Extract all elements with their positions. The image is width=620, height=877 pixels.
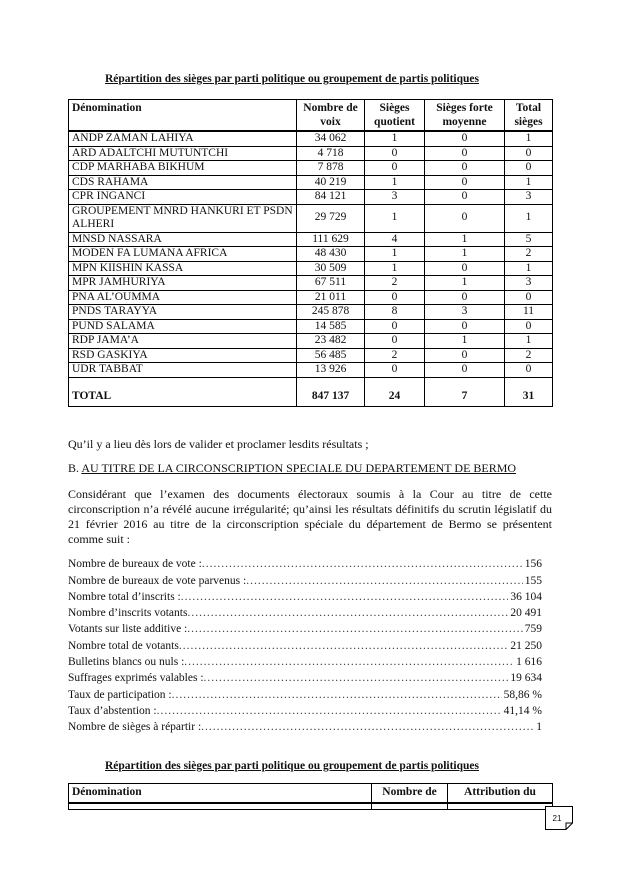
result-item <box>68 668 542 684</box>
party-name: UDR TABBAT <box>69 363 297 378</box>
remainder-cell: 1 <box>425 276 505 291</box>
votes-cell: 21 011 <box>297 290 365 305</box>
section-b-title: AU TITRE DE LA CIRCONSCRIPTION SPECIALE DU DEPARTEMENT DE BERMO <box>81 461 517 475</box>
dot-leader <box>202 558 523 570</box>
votes-cell: 48 430 <box>297 247 365 262</box>
remainder-cell: 0 <box>425 319 505 334</box>
seats-cell: 1 <box>505 131 553 146</box>
quotient-cell: 1 <box>365 131 425 146</box>
party-name: MPR JAMHURIYA <box>69 276 297 291</box>
votes-cell: 29 729 <box>297 204 365 232</box>
table-row <box>69 348 553 363</box>
header-denomination: Dénomination <box>69 100 297 132</box>
remainder-cell: 1 <box>425 232 505 247</box>
party-name: PNA AL’OUMMA <box>69 290 297 305</box>
result-value: 19 634 <box>510 672 542 685</box>
quotient-cell: 8 <box>365 305 425 320</box>
dot-leader <box>246 575 523 587</box>
header-quotient-seats: Sièges quotient <box>365 100 425 132</box>
votes-cell: 67 511 <box>297 276 365 291</box>
result-value: 156 <box>524 558 542 571</box>
page-number: 21 <box>552 814 562 823</box>
votes-cell: 40 219 <box>297 175 365 190</box>
seats-cell: 0 <box>505 161 553 176</box>
table-row <box>69 175 553 190</box>
quotient-cell: 2 <box>365 276 425 291</box>
party-name: ANDP ZAMAN LAHIYA <box>69 131 297 146</box>
remainder-cell: 0 <box>425 161 505 176</box>
header-votes: Nombre de voix <box>297 100 365 132</box>
result-item <box>68 652 542 668</box>
party-name: ARD ADALTCHI MUTUNTCHI <box>69 146 297 161</box>
dot-leader <box>157 705 502 717</box>
table-2-row-stub <box>69 803 553 810</box>
table-total-row <box>69 377 553 406</box>
seats-cell: 0 <box>505 363 553 378</box>
seats-cell: 1 <box>505 261 553 276</box>
remainder-cell: 1 <box>425 334 505 349</box>
quotient-cell: 0 <box>365 161 425 176</box>
header-denomination-2: Dénomination <box>69 784 372 803</box>
votes-cell: 245 878 <box>297 305 365 320</box>
remainder-cell: 0 <box>425 348 505 363</box>
remainder-cell: 0 <box>425 261 505 276</box>
result-item <box>68 619 542 635</box>
table-row <box>69 247 553 262</box>
table-row <box>69 131 553 146</box>
result-label: Nombre de bureaux de vote : <box>68 558 202 571</box>
header-total-seats: Total sièges <box>505 100 553 132</box>
result-label: Nombre d’inscrits votants <box>68 607 188 620</box>
seats-cell: 3 <box>505 276 553 291</box>
seats-cell: 2 <box>505 348 553 363</box>
quotient-cell: 3 <box>365 190 425 205</box>
party-name: GROUPEMENT MNRD HANKURI ET PSDN ALHERI <box>69 204 297 232</box>
table-row <box>69 261 553 276</box>
votes-cell: 30 509 <box>297 261 365 276</box>
party-name: PUND SALAMA <box>69 319 297 334</box>
result-item <box>68 635 542 651</box>
party-name: PNDS TARAYYA <box>69 305 297 320</box>
result-label: Nombre de sièges à répartir : <box>68 721 202 734</box>
result-item <box>68 684 542 700</box>
result-label: Suffrages exprimés valables : <box>68 672 204 685</box>
result-label: Votants sur liste additive : <box>68 623 188 636</box>
table-row <box>69 276 553 291</box>
page-number-badge <box>545 806 573 830</box>
dot-leader <box>201 721 534 733</box>
seats-cell: 1 <box>505 334 553 349</box>
party-name: RSD GASKIYA <box>69 348 297 363</box>
result-label: Nombre de bureaux de vote parvenus : <box>68 574 247 587</box>
seats-cell: 3 <box>505 190 553 205</box>
considering-paragraph: Considérant que l’examen des documents électoraux soumis à la Cour au titre de cette circonscription n’a révélé aucune irrégularité; qu’ainsi les résultats définitifs du scrutin législatif du 21 février 2016 au titre de la circonscription spéciale du département de Bermo se présentent comme suit : <box>68 487 552 546</box>
seats-cell: 0 <box>505 319 553 334</box>
party-name: CDS RAHAMA <box>69 175 297 190</box>
party-name: MNSD NASSARA <box>69 232 297 247</box>
quotient-cell: 0 <box>365 146 425 161</box>
table-row <box>69 146 553 161</box>
result-label: Nombre total d’inscrits : <box>68 590 181 603</box>
party-name: RDP JAMA’A <box>69 334 297 349</box>
dot-leader <box>179 640 509 652</box>
quotient-cell: 1 <box>365 261 425 276</box>
party-name: MPN KIISHIN KASSA <box>69 261 297 276</box>
votes-cell: 111 629 <box>297 232 365 247</box>
result-value: 759 <box>524 623 542 636</box>
quotient-cell: 0 <box>365 363 425 378</box>
quotient-cell: 1 <box>365 175 425 190</box>
header-remainder-seats: Sièges forte moyenne <box>425 100 505 132</box>
quotient-cell: 0 <box>365 319 425 334</box>
validation-note: Qu’il y a lieu dès lors de valider et proclamer lesdits résultats ; <box>68 437 369 451</box>
result-value: 20 491 <box>510 607 542 620</box>
result-label: Nombre total de votants <box>68 639 179 652</box>
seats-cell: 0 <box>505 146 553 161</box>
quotient-cell: 0 <box>365 334 425 349</box>
seat-distribution-table <box>68 99 553 407</box>
result-item <box>68 603 542 619</box>
remainder-cell: 1 <box>425 247 505 262</box>
section-b-prefix: B. <box>68 461 82 475</box>
total-quotient: 24 <box>365 377 425 406</box>
seat-distribution-title-2: Répartition des sièges par parti politique ou groupement de partis politiques <box>105 760 479 772</box>
total-votes: 847 137 <box>297 377 365 406</box>
total-remainder: 7 <box>425 377 505 406</box>
remainder-cell: 0 <box>425 146 505 161</box>
table-row <box>69 232 553 247</box>
result-value: 1 616 <box>516 656 542 669</box>
quotient-cell: 1 <box>365 247 425 262</box>
party-name: CDP MARHABA BIKHUM <box>69 161 297 176</box>
result-label: Bulletins blancs ou nuls : <box>68 656 185 669</box>
remainder-cell: 0 <box>425 363 505 378</box>
party-name: MODEN FA LUMANA AFRICA <box>69 247 297 262</box>
votes-cell: 4 718 <box>297 146 365 161</box>
remainder-cell: 0 <box>425 175 505 190</box>
table-row <box>69 363 553 378</box>
seats-cell: 11 <box>505 305 553 320</box>
table-row <box>69 305 553 320</box>
result-value: 36 104 <box>510 590 542 603</box>
table-row <box>69 161 553 176</box>
seats-cell: 1 <box>505 175 553 190</box>
seats-cell: 1 <box>505 204 553 232</box>
votes-cell: 34 062 <box>297 131 365 146</box>
dot-leader <box>187 607 508 619</box>
seat-distribution-title: Répartition des sièges par parti politique ou groupement de partis politiques <box>105 73 479 85</box>
dot-leader <box>204 672 509 684</box>
result-value: 21 250 <box>510 639 542 652</box>
remainder-cell: 0 <box>425 131 505 146</box>
dot-leader <box>181 591 509 603</box>
votes-cell: 56 485 <box>297 348 365 363</box>
quotient-cell: 0 <box>365 290 425 305</box>
remainder-cell: 0 <box>425 204 505 232</box>
result-value: 155 <box>524 574 542 587</box>
result-label: Taux de participation : <box>68 688 172 701</box>
remainder-cell: 3 <box>425 305 505 320</box>
total-label: TOTAL <box>69 377 297 406</box>
results-list <box>68 554 542 733</box>
result-value: 58,86 % <box>503 688 542 701</box>
result-item <box>68 701 542 717</box>
votes-cell: 7 878 <box>297 161 365 176</box>
result-value: 41,14 % <box>503 704 542 717</box>
party-name: CPR INGANCI <box>69 190 297 205</box>
votes-cell: 13 926 <box>297 363 365 378</box>
quotient-cell: 1 <box>365 204 425 232</box>
votes-cell: 14 585 <box>297 319 365 334</box>
seats-cell: 5 <box>505 232 553 247</box>
remainder-cell: 0 <box>425 290 505 305</box>
seats-cell: 0 <box>505 290 553 305</box>
section-b-heading <box>68 461 552 476</box>
dot-leader <box>172 689 502 701</box>
total-seats: 31 <box>505 377 553 406</box>
quotient-cell: 4 <box>365 232 425 247</box>
table-row <box>69 319 553 334</box>
votes-cell: 23 482 <box>297 334 365 349</box>
seat-distribution-table-2 <box>68 783 553 810</box>
result-item <box>68 554 542 570</box>
table-row <box>69 290 553 305</box>
table-header-row <box>69 100 553 132</box>
seats-cell: 2 <box>505 247 553 262</box>
header-attribution-2: Attribution du <box>448 784 553 803</box>
result-label: Taux d’abstention : <box>68 704 157 717</box>
remainder-cell: 0 <box>425 190 505 205</box>
table-row <box>69 334 553 349</box>
votes-cell: 84 121 <box>297 190 365 205</box>
table-row <box>69 190 553 205</box>
dot-leader <box>187 623 522 635</box>
result-item <box>68 587 542 603</box>
quotient-cell: 2 <box>365 348 425 363</box>
result-item <box>68 717 542 733</box>
result-item <box>68 570 542 586</box>
result-value: 1 <box>536 721 542 734</box>
table-row <box>69 204 553 232</box>
header-votes-2: Nombre de <box>372 784 448 803</box>
dot-leader <box>184 656 514 668</box>
table-2-header-row <box>69 784 553 803</box>
